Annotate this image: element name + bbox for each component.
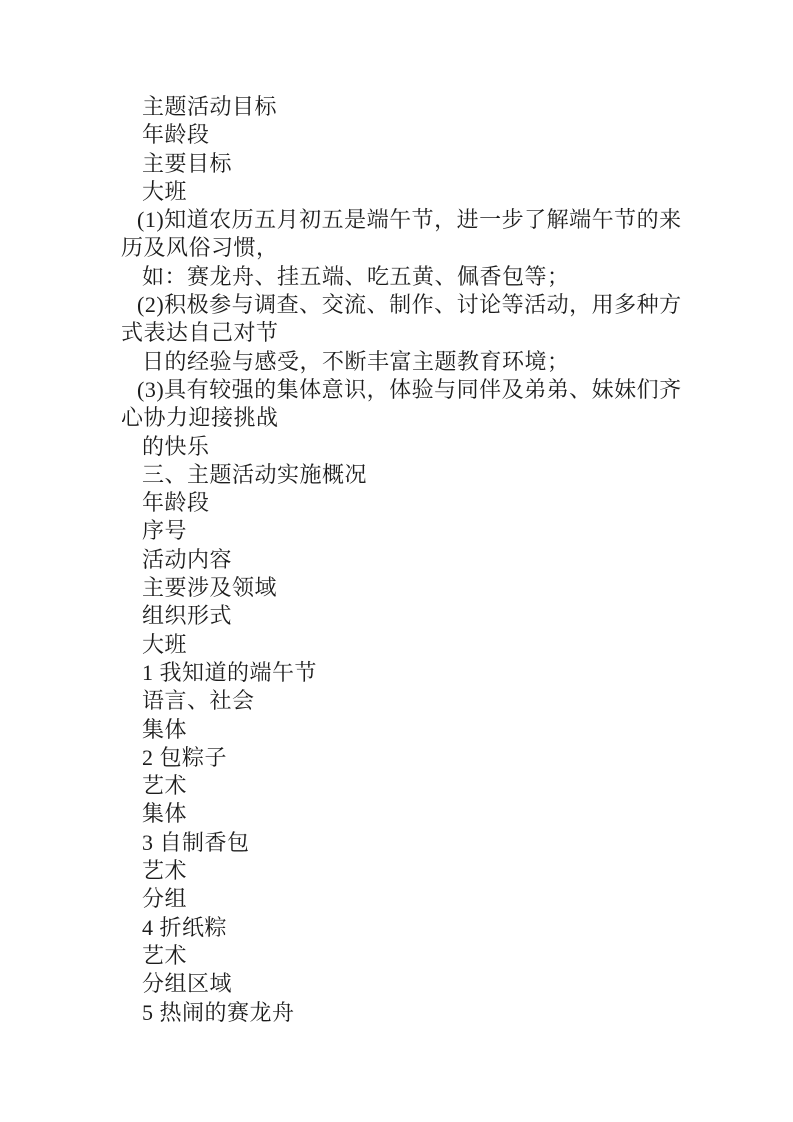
text-line: (3)具有较强的集体意识，体验与同伴及弟弟、妹妹们齐 bbox=[137, 376, 682, 402]
text-line: 主要涉及领域 bbox=[142, 575, 278, 601]
text-line: 集体 bbox=[142, 801, 188, 827]
text-line: 分组区域 bbox=[142, 971, 233, 997]
text-line: 1 我知道的端午节 bbox=[142, 659, 318, 685]
text-line: 集体 bbox=[142, 716, 188, 742]
text-line: 心协力迎接挑战 bbox=[121, 405, 279, 431]
text-line: 年龄段 bbox=[142, 122, 210, 148]
text-line: 活动内容 bbox=[142, 546, 233, 572]
text-line: 组织形式 bbox=[142, 603, 233, 629]
text-line: 式表达自己对节 bbox=[121, 320, 279, 346]
text-line: 主要目标 bbox=[142, 150, 233, 176]
text-line: 大班 bbox=[142, 631, 188, 657]
text-line: 如：赛龙舟、挂五端、吃五黄、佩香包等； bbox=[142, 263, 570, 289]
text-line: 三、主题活动实施概况 bbox=[142, 461, 368, 487]
text-line: 分组 bbox=[142, 886, 188, 912]
text-line: 的快乐 bbox=[142, 433, 210, 459]
text-line: 语言、社会 bbox=[142, 688, 255, 714]
text-line: (2)积极参与调查、交流、制作、讨论等活动，用多种方 bbox=[137, 292, 682, 318]
text-line: (1)知道农历五月初五是端午节，进一步了解端午节的来 bbox=[137, 207, 682, 233]
text-line: 大班 bbox=[142, 178, 188, 204]
text-line: 艺术 bbox=[142, 773, 188, 799]
text-line: 序号 bbox=[142, 518, 188, 544]
text-line: 3 自制香包 bbox=[142, 829, 250, 855]
text-line: 年龄段 bbox=[142, 490, 210, 516]
text-line: 4 折纸粽 bbox=[142, 914, 228, 940]
text-line: 艺术 bbox=[142, 942, 188, 968]
text-line: 日的经验与感受，不断丰富主题教育环境； bbox=[142, 348, 570, 374]
text-line: 历及风俗习惯， bbox=[121, 235, 279, 261]
text-line: 2 包粽子 bbox=[142, 744, 228, 770]
text-line: 5 热闹的赛龙舟 bbox=[142, 999, 295, 1025]
text-line: 主题活动目标 bbox=[142, 94, 278, 119]
text-line: 艺术 bbox=[142, 858, 188, 884]
